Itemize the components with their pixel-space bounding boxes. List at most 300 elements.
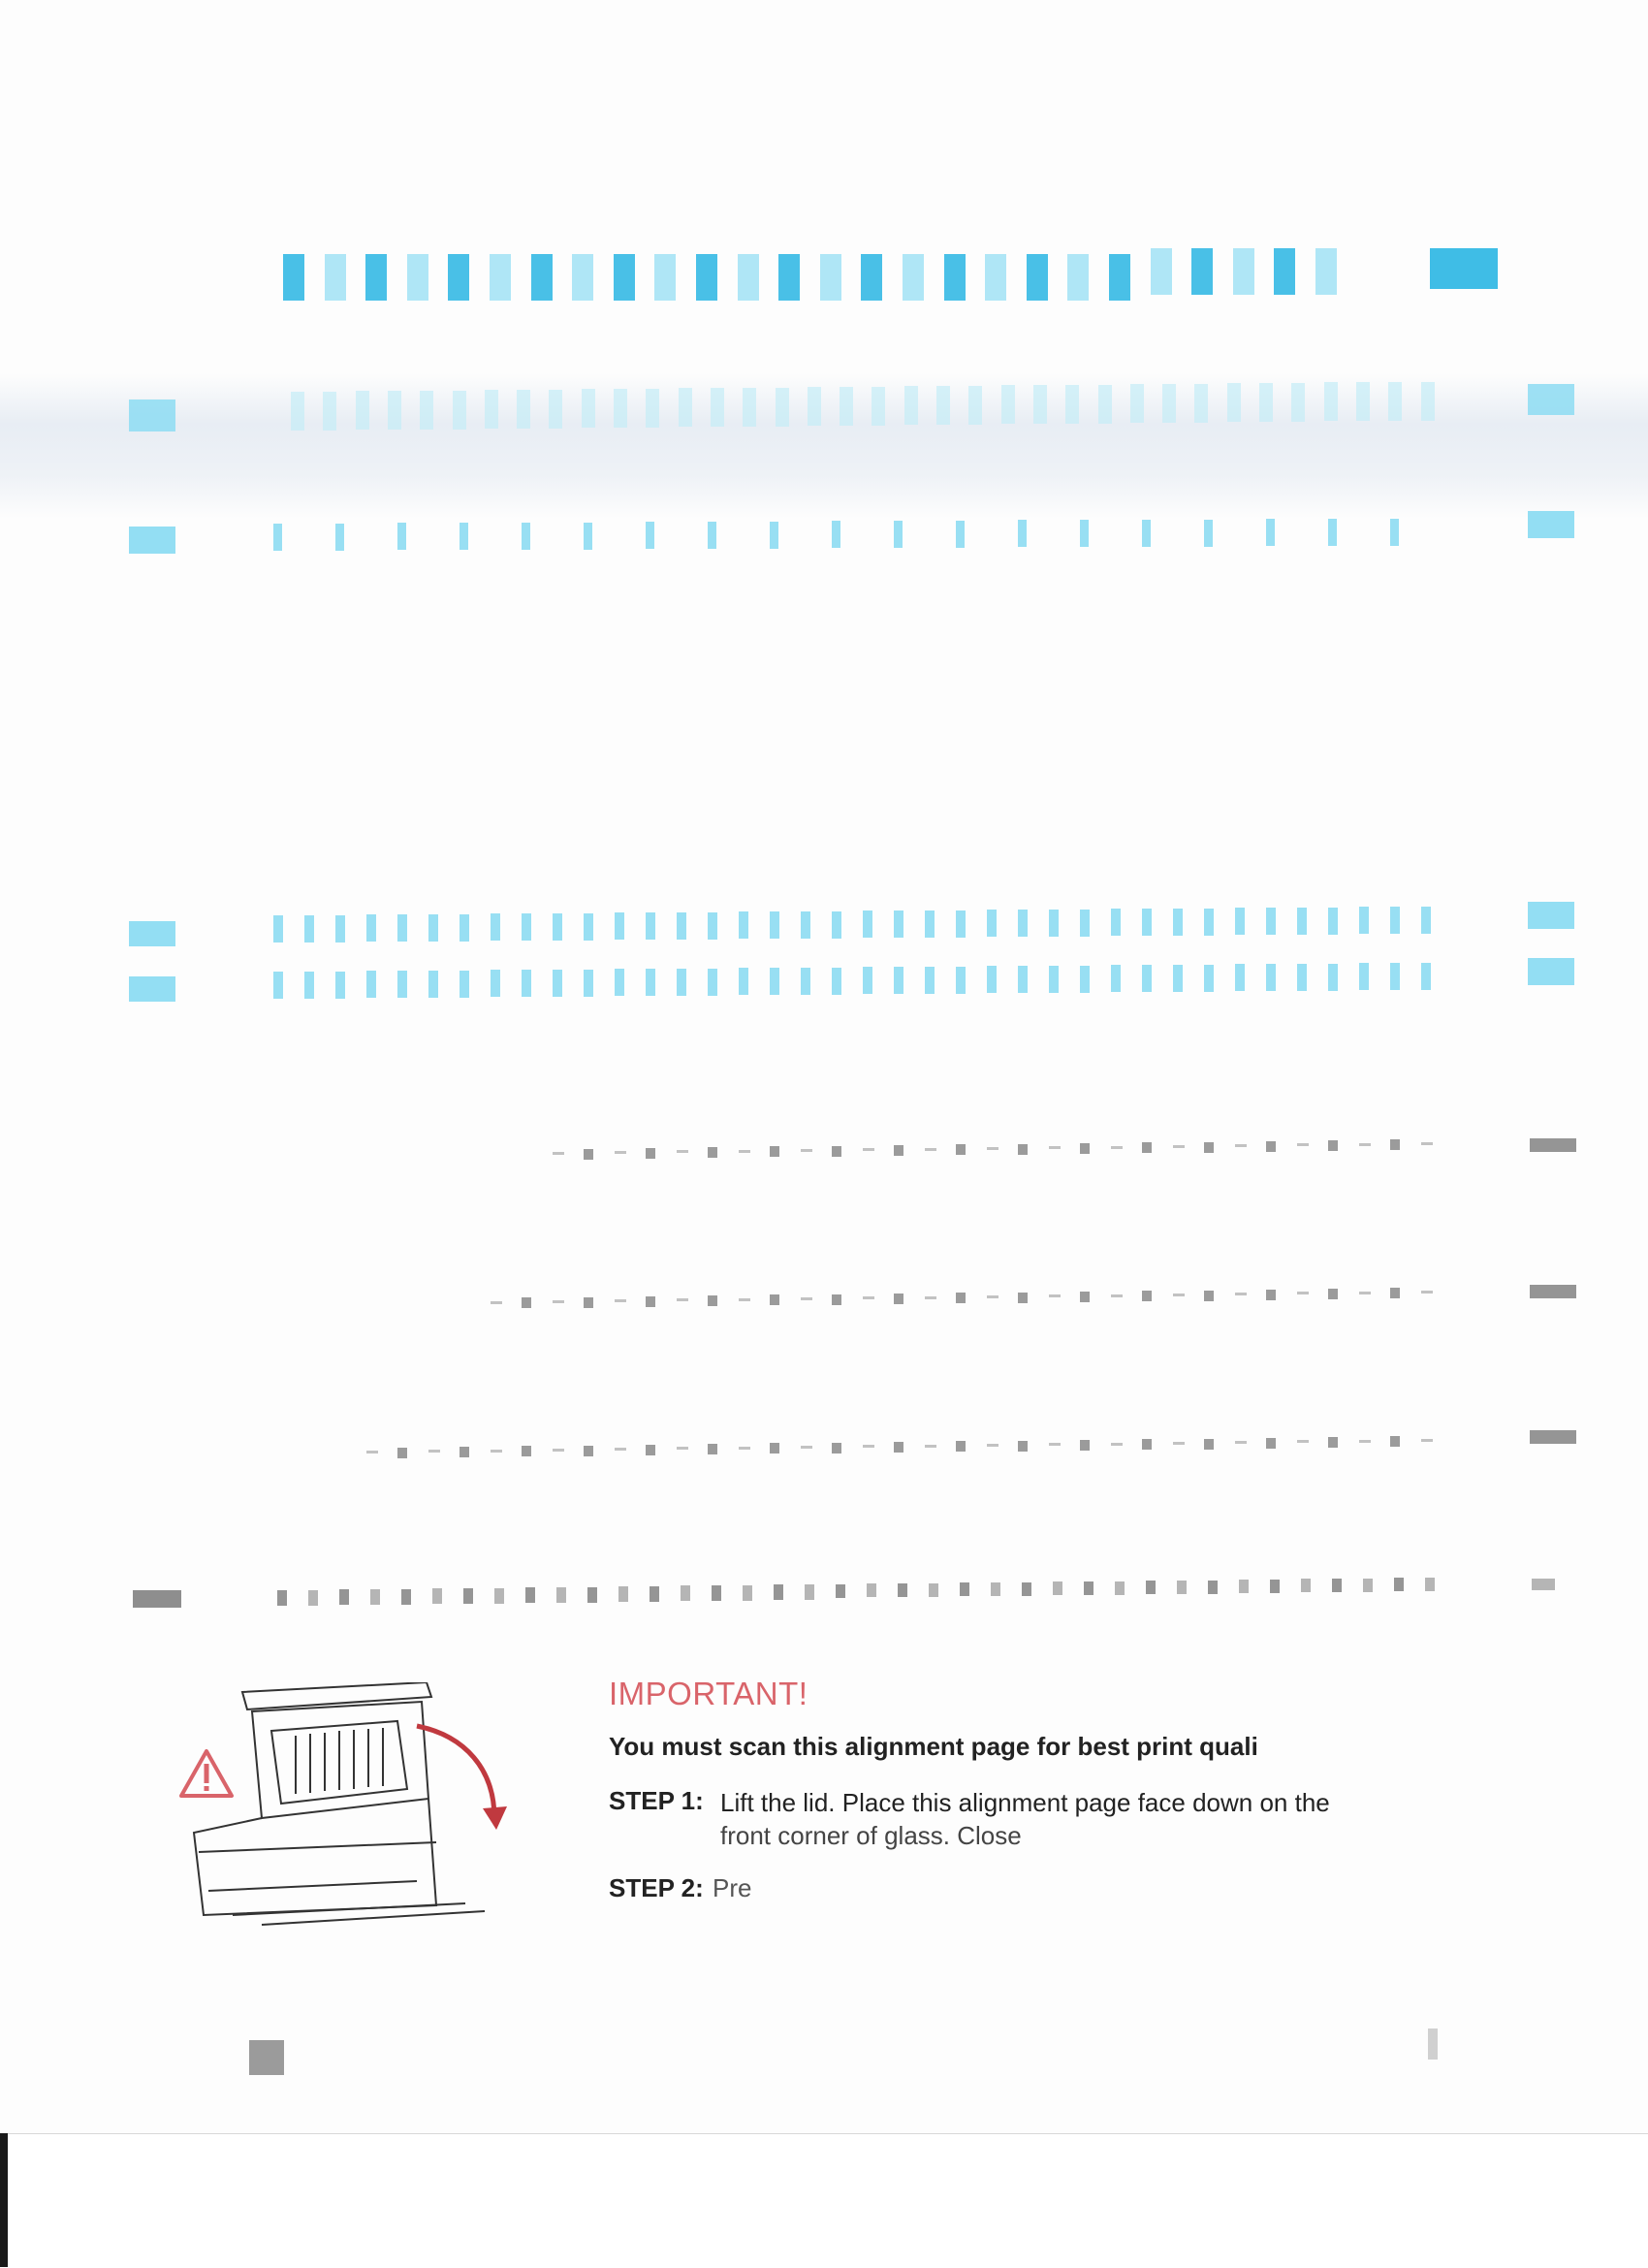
faint-pattern-block <box>291 392 304 431</box>
gray-mark <box>525 1587 535 1603</box>
gray-mark <box>801 1149 812 1152</box>
cyan-bar <box>1173 909 1183 936</box>
cyan-bar <box>739 911 748 939</box>
gray-mark <box>987 1444 998 1447</box>
cyan-pattern-block <box>490 254 511 301</box>
cyan-bar <box>1297 964 1307 991</box>
faint-pattern-block <box>453 391 466 430</box>
gray-mark <box>1359 1143 1371 1146</box>
faint-pattern-block <box>388 391 401 430</box>
faint-pattern-block <box>1194 384 1208 423</box>
cyan-bar <box>397 523 406 550</box>
gray-mark <box>401 1589 411 1605</box>
cyan-bar <box>1080 966 1090 993</box>
gray-mark <box>587 1587 597 1603</box>
cyan-bar <box>335 524 344 551</box>
cyan-bar <box>832 968 841 995</box>
cyan-bar <box>584 523 592 550</box>
faint-pattern-block <box>968 386 982 425</box>
step-2-text: Pre <box>713 1873 752 1902</box>
gray-mark <box>956 1293 966 1303</box>
gray-mark <box>770 1146 779 1157</box>
gray-mark <box>832 1294 841 1305</box>
gray-mark <box>1204 1142 1214 1153</box>
gray-mark <box>650 1586 659 1602</box>
cyan-pattern-block <box>1151 248 1172 295</box>
cyan-pattern-block <box>903 254 924 301</box>
cyan-bar <box>1080 910 1090 937</box>
cyan-bar <box>428 971 438 998</box>
cyan-bar <box>1018 520 1027 547</box>
cyan-side-block <box>1528 902 1574 929</box>
gray-mark <box>553 1152 564 1155</box>
cyan-pattern-block <box>1027 254 1048 301</box>
cyan-pattern-block <box>1315 248 1337 295</box>
gray-mark <box>929 1583 938 1597</box>
cyan-pattern-block <box>531 254 553 301</box>
gray-mark <box>1301 1579 1311 1592</box>
faint-pattern-block <box>1291 383 1305 422</box>
cyan-bar <box>708 969 717 996</box>
cyan-bar <box>1204 520 1213 547</box>
gray-mark <box>987 1147 998 1150</box>
gray-mark <box>553 1300 564 1303</box>
gray-mark <box>522 1297 531 1308</box>
cyan-pattern-block <box>325 254 346 301</box>
cyan-bar <box>273 524 282 551</box>
gray-mark <box>460 1447 469 1457</box>
step-1-text <box>720 1786 1330 1852</box>
gray-corner-mark <box>249 2040 284 2075</box>
cyan-pattern-block <box>654 254 676 301</box>
gray-mark <box>1359 1440 1371 1443</box>
gray-mark <box>646 1296 655 1307</box>
cyan-pattern-block <box>944 254 966 301</box>
cyan-bar <box>1049 910 1059 937</box>
faint-pattern-block <box>356 391 369 430</box>
cyan-bar <box>553 970 562 997</box>
gray-mark <box>956 1441 966 1452</box>
faint-pattern-block <box>517 390 530 429</box>
cyan-bar <box>1359 963 1369 990</box>
gray-mark <box>1204 1439 1214 1450</box>
cyan-bar <box>956 910 966 938</box>
gray-mark <box>556 1587 566 1603</box>
cyan-bar <box>770 911 779 939</box>
important-heading: IMPORTANT! <box>609 1676 808 1711</box>
gray-mark <box>991 1582 1000 1596</box>
cyan-pattern-block <box>985 254 1006 301</box>
cyan-pattern-block <box>1109 254 1130 301</box>
cyan-side-block <box>129 976 175 1002</box>
cyan-bar <box>1018 910 1028 937</box>
gray-side-block <box>1532 1579 1555 1590</box>
cyan-bar <box>646 912 655 940</box>
faint-pattern-block <box>1001 385 1015 424</box>
cyan-side-block <box>1528 511 1574 538</box>
cyan-bar <box>1204 909 1214 936</box>
cyan-bar <box>522 970 531 997</box>
gray-mark <box>1111 1443 1123 1446</box>
gray-mark <box>1080 1440 1090 1451</box>
faint-pattern-block <box>582 389 595 428</box>
gray-mark <box>339 1589 349 1605</box>
gray-mark <box>494 1588 504 1604</box>
faint-pattern-block <box>1388 382 1402 421</box>
gray-mark <box>1425 1578 1435 1591</box>
gray-mark <box>1235 1441 1247 1444</box>
cyan-bar <box>584 913 593 941</box>
gray-mark <box>832 1443 841 1453</box>
gray-mark <box>1049 1146 1061 1149</box>
faint-pattern-block <box>420 391 433 430</box>
gray-mark <box>1173 1145 1185 1148</box>
gray-mark <box>898 1583 907 1597</box>
scanner-bed-margin <box>0 2133 1648 2268</box>
gray-side-block <box>1530 1430 1576 1444</box>
faint-pattern-block <box>614 389 627 428</box>
cyan-bar <box>460 971 469 998</box>
gray-mark <box>366 1451 378 1453</box>
cyan-pattern-block <box>448 254 469 301</box>
gray-mark <box>677 1298 688 1301</box>
cyan-bar <box>460 914 469 942</box>
gray-mark <box>1328 1289 1338 1299</box>
cyan-pattern-block <box>861 254 882 301</box>
step-2-label: STEP 2: <box>609 1873 704 1902</box>
cyan-bar <box>335 972 345 999</box>
gray-mark <box>646 1148 655 1159</box>
cyan-bar <box>677 969 686 996</box>
cyan-bar <box>770 968 779 995</box>
cyan-pattern-block <box>407 254 428 301</box>
cyan-bar <box>1142 965 1152 992</box>
cyan-reference-block <box>1430 248 1498 289</box>
cyan-pattern-block <box>696 254 717 301</box>
faint-pattern-block <box>549 390 562 429</box>
faint-pattern-block <box>323 392 336 431</box>
gray-mark <box>925 1445 936 1448</box>
gray-mark <box>774 1584 783 1600</box>
cyan-bar <box>1235 908 1245 935</box>
gray-mark <box>1235 1144 1247 1147</box>
cyan-side-block <box>129 527 175 554</box>
cyan-bar <box>708 912 717 940</box>
scanner-illustration <box>174 1682 572 1973</box>
cyan-bar <box>1266 908 1276 935</box>
gray-mark <box>1115 1581 1125 1595</box>
faint-pattern-block <box>840 387 853 426</box>
gray-mark <box>770 1443 779 1453</box>
gray-mark <box>925 1148 936 1151</box>
cyan-bar <box>366 971 376 998</box>
gray-mark <box>397 1448 407 1458</box>
gray-mark <box>584 1297 593 1308</box>
gray-mark <box>615 1299 626 1302</box>
faint-pattern-block <box>904 386 918 425</box>
gray-mark <box>1363 1579 1373 1592</box>
gray-mark <box>1390 1139 1400 1150</box>
cyan-pattern-block <box>1274 248 1295 295</box>
cyan-bar <box>1173 965 1183 992</box>
faint-pattern-block <box>872 387 885 426</box>
gray-mark <box>1235 1293 1247 1295</box>
cyan-bar <box>1111 909 1121 936</box>
gray-mark <box>1142 1142 1152 1153</box>
cyan-bar <box>522 913 531 941</box>
gray-mark <box>743 1585 752 1601</box>
cyan-pattern-block <box>1067 254 1089 301</box>
gray-mark <box>708 1147 717 1158</box>
cyan-bar <box>956 967 966 994</box>
gray-mark <box>277 1590 287 1606</box>
cyan-bar <box>1421 907 1431 934</box>
gray-mark <box>801 1297 812 1300</box>
cyan-pattern-block <box>1233 248 1254 295</box>
gray-mark <box>1328 1437 1338 1448</box>
gray-mark <box>712 1585 721 1601</box>
gray-side-block <box>1530 1285 1576 1298</box>
cyan-bar <box>925 910 935 938</box>
gray-mark <box>1266 1290 1276 1300</box>
gray-mark <box>739 1150 750 1153</box>
cyan-bar <box>366 914 376 942</box>
cyan-pattern-block <box>820 254 841 301</box>
faint-pattern-block <box>1227 383 1241 422</box>
gray-mark <box>1053 1581 1062 1595</box>
gray-mark <box>1421 1439 1433 1442</box>
faint-pattern-block <box>711 388 724 427</box>
cyan-bar <box>304 915 314 942</box>
cyan-bar <box>801 911 810 939</box>
faint-pattern-block <box>1421 382 1435 421</box>
cyan-bar <box>491 913 500 941</box>
cyan-pattern-block <box>738 254 759 301</box>
cyan-bar <box>304 972 314 999</box>
cyan-bar <box>1328 519 1337 546</box>
cyan-bar <box>1142 520 1151 547</box>
gray-mark <box>1080 1292 1090 1302</box>
gray-mark <box>677 1150 688 1153</box>
cyan-bar <box>1204 965 1214 992</box>
gray-mark <box>925 1296 936 1299</box>
gray-mark <box>1394 1578 1404 1591</box>
cyan-bar <box>1142 909 1152 936</box>
faint-pattern-block <box>1259 383 1273 422</box>
cyan-side-block <box>1528 958 1574 985</box>
gray-mark <box>370 1589 380 1605</box>
cyan-bar <box>894 910 903 938</box>
cyan-side-block <box>1528 384 1574 415</box>
gray-mark <box>1049 1443 1061 1446</box>
gray-mark <box>432 1588 442 1604</box>
cyan-bar <box>1328 964 1338 991</box>
gray-mark <box>1297 1292 1309 1294</box>
cyan-bar <box>1359 907 1369 934</box>
cyan-bar <box>1390 963 1400 990</box>
cyan-pattern-block <box>365 254 387 301</box>
gray-mark <box>867 1583 876 1597</box>
gray-mark <box>615 1448 626 1451</box>
gray-mark <box>1359 1292 1371 1294</box>
gray-mark <box>1297 1143 1309 1146</box>
cyan-bar <box>615 912 624 940</box>
cyan-bar <box>1421 963 1431 990</box>
cyan-bar <box>1235 964 1245 991</box>
cyan-bar <box>708 522 716 549</box>
gray-mark <box>894 1294 903 1304</box>
gray-mark <box>708 1444 717 1454</box>
cyan-bar <box>584 970 593 997</box>
gray-mark <box>1111 1294 1123 1297</box>
faint-pattern-block <box>1130 384 1144 423</box>
gray-mark <box>1084 1581 1093 1595</box>
cyan-bar <box>832 911 841 939</box>
gray-mark <box>1390 1288 1400 1298</box>
gray-mark <box>491 1450 502 1453</box>
gray-mark <box>1018 1441 1028 1452</box>
faint-pattern-block <box>1098 385 1112 424</box>
cyan-bar <box>397 914 407 942</box>
gray-mark <box>1421 1142 1433 1145</box>
scan-instruction: You must scan this alignment page for best print quali <box>609 1732 1258 1761</box>
gray-mark <box>584 1446 593 1456</box>
faint-pattern-block <box>1356 382 1370 421</box>
cyan-bar <box>1266 964 1276 991</box>
cyan-bar <box>987 910 997 937</box>
cyan-bar <box>428 914 438 942</box>
gray-mark <box>770 1294 779 1305</box>
gray-mark <box>956 1144 966 1155</box>
cyan-bar <box>925 967 935 994</box>
gray-mark <box>1142 1439 1152 1450</box>
cyan-pattern-block <box>283 254 304 301</box>
gray-mark <box>832 1146 841 1157</box>
cyan-bar <box>335 915 345 942</box>
gray-mark <box>1146 1581 1156 1594</box>
gray-mark <box>308 1590 318 1606</box>
gray-mark <box>1204 1291 1214 1301</box>
scanner-edge <box>0 2133 8 2267</box>
gray-side-block <box>133 1590 181 1608</box>
gray-mark <box>1266 1141 1276 1152</box>
gray-mark <box>646 1445 655 1455</box>
cyan-bar <box>894 521 903 548</box>
gray-mark <box>1173 1294 1185 1296</box>
cyan-bar <box>646 522 654 549</box>
gray-mark <box>894 1442 903 1453</box>
cyan-bar <box>522 523 530 550</box>
gray-mark <box>805 1584 814 1600</box>
faint-pattern-block <box>485 390 498 429</box>
faint-pattern-block <box>936 386 950 425</box>
faint-pattern-block <box>679 388 692 427</box>
gray-mark <box>677 1447 688 1450</box>
gray-mark <box>708 1295 717 1306</box>
cyan-bar <box>1390 519 1399 546</box>
cyan-bar <box>801 968 810 995</box>
gray-mark <box>522 1446 531 1456</box>
gray-mark <box>1421 1291 1433 1294</box>
cyan-pattern-block <box>614 254 635 301</box>
warning-triangle-icon <box>177 1747 236 1800</box>
faint-pattern-block <box>808 387 821 426</box>
cyan-bar <box>863 967 872 994</box>
cyan-bar <box>770 522 778 549</box>
gray-mark <box>618 1586 628 1602</box>
cyan-bar <box>460 523 468 550</box>
cyan-bar <box>491 970 500 997</box>
cyan-side-block <box>129 921 175 946</box>
cyan-bar <box>1266 519 1275 546</box>
gray-mark <box>739 1298 750 1301</box>
faint-pattern-block <box>743 388 756 427</box>
gray-mark <box>1022 1582 1031 1596</box>
faint-pattern-block <box>1324 382 1338 421</box>
gray-side-block <box>1530 1138 1576 1152</box>
faint-pattern-block <box>646 389 659 428</box>
cyan-bar <box>894 967 903 994</box>
gray-mark <box>836 1584 845 1598</box>
gray-mark <box>1239 1580 1249 1593</box>
cyan-bar <box>553 913 562 941</box>
cyan-bar <box>1390 907 1400 934</box>
gray-mark <box>1111 1146 1123 1149</box>
cyan-bar <box>1328 908 1338 935</box>
cyan-bar <box>273 972 283 999</box>
gray-mark <box>863 1445 874 1448</box>
cyan-bar <box>956 521 965 548</box>
gray-mark <box>894 1145 903 1156</box>
cyan-bar <box>987 966 997 993</box>
gray-mark <box>863 1148 874 1151</box>
gray-mark <box>1297 1440 1309 1443</box>
gray-mark <box>1332 1579 1342 1592</box>
gray-mark <box>681 1585 690 1601</box>
gray-mark <box>1328 1140 1338 1151</box>
cyan-bar <box>739 968 748 995</box>
gray-mark <box>987 1295 998 1298</box>
gray-mark <box>801 1446 812 1449</box>
cyan-bar <box>1018 966 1028 993</box>
cyan-bar <box>677 912 686 940</box>
cyan-bar <box>397 971 407 998</box>
gray-mark <box>1049 1294 1061 1297</box>
gray-mark <box>1173 1442 1185 1445</box>
cyan-bar <box>832 521 840 548</box>
cyan-pattern-block <box>1191 248 1213 295</box>
step-1-line-2: front corner of glass. Close <box>720 1821 1022 1850</box>
gray-mark <box>863 1296 874 1299</box>
gray-mark <box>1390 1436 1400 1447</box>
step-1-line-1: Lift the lid. Place this alignment page face down on the <box>720 1788 1330 1817</box>
cyan-pattern-block <box>778 254 800 301</box>
gray-mark <box>1142 1291 1152 1301</box>
gray-mark <box>1018 1144 1028 1155</box>
cyan-pattern-block <box>572 254 593 301</box>
gray-mark <box>584 1149 593 1160</box>
gray-mark <box>553 1449 564 1452</box>
faint-pattern-block <box>776 388 789 427</box>
gray-mark <box>1018 1293 1028 1303</box>
step-1-label: STEP 1: <box>609 1786 704 1815</box>
cyan-bar <box>1111 965 1121 992</box>
gray-mark <box>739 1447 750 1450</box>
cyan-bar <box>273 915 283 942</box>
cyan-bar <box>1297 908 1307 935</box>
gray-mark <box>1177 1581 1187 1594</box>
faint-pattern-block <box>1162 384 1176 423</box>
